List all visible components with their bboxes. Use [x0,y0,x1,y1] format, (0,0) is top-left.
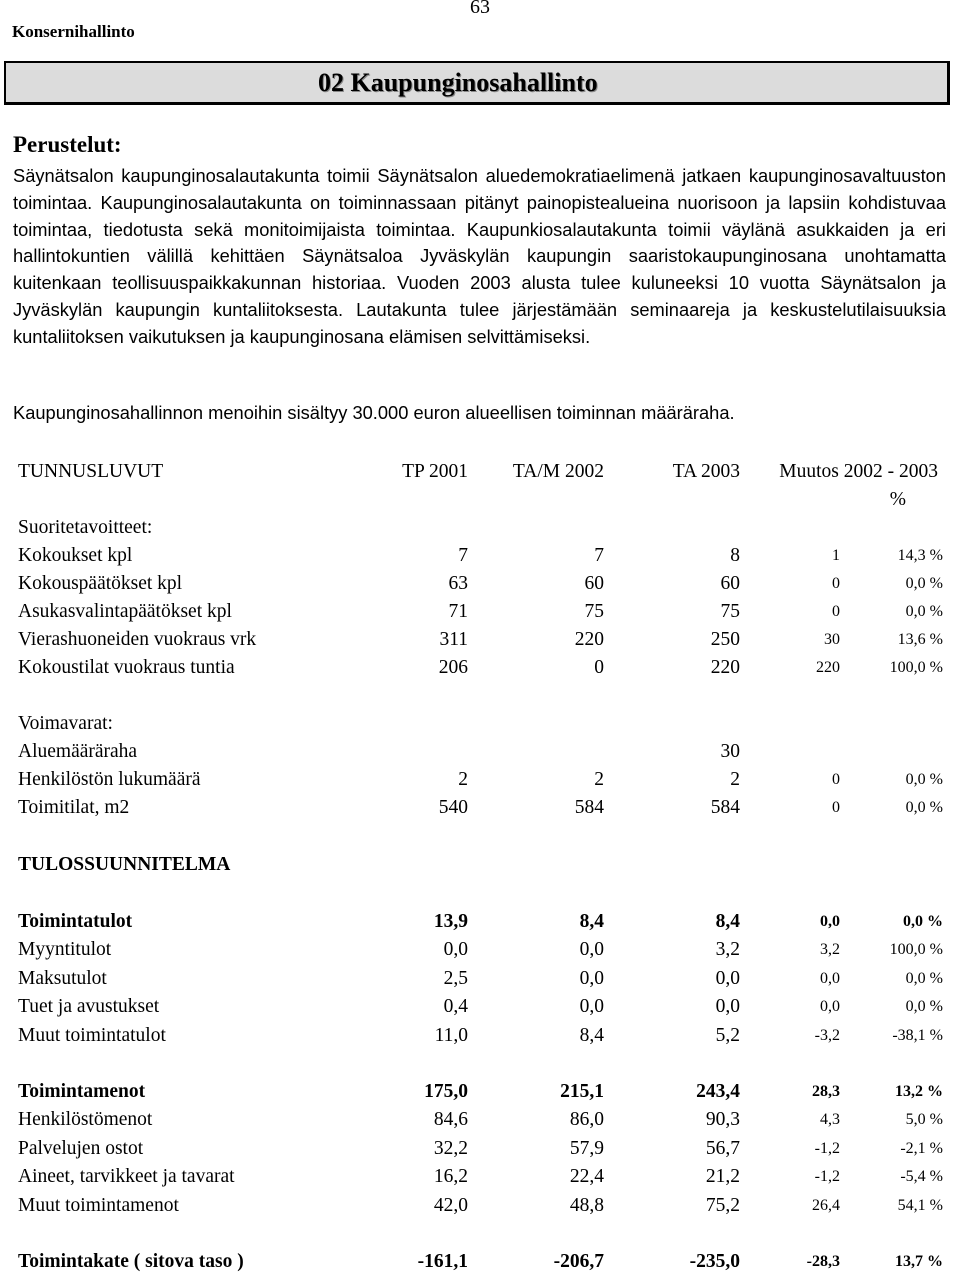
chapter-banner [4,61,950,105]
budget-note: Kaupunginosahallinnon menoihin sisältyy 30.000 euron alueellisen toiminnan määräraha. [13,402,735,423]
cell-change-percent: 14,3 % [897,547,943,564]
cell-change: 4,3 [820,1111,840,1128]
perustelut-heading: Perustelut: [13,132,122,157]
cell-tam2002: 48,8 [569,1194,604,1216]
cell-change-percent: 0,0 % [905,771,943,788]
cell-change: 28,3 [812,1083,840,1100]
cell-tp2001: 206 [438,657,468,678]
cell-tp2001: 311 [439,629,468,650]
cell-tp2001: 84,6 [433,1109,468,1130]
cell-change-percent: 100,0 % [889,659,943,676]
cell-change-percent: 0,0 % [905,998,943,1015]
cell-ta2003: 0,0 [715,996,740,1017]
row-label: Maksutulot [18,967,107,989]
cell-tam2002: 8,4 [579,1024,604,1046]
cell-tam2002: 86,0 [569,1109,604,1130]
cell-ta2003: 220 [710,657,740,678]
perustelut-paragraph: Säynätsalon kaupunginosalautakunta toimii Säynätsalon aluedemokratiaelimenä jatkaen kaupunginosavaltuuston toimintaa. Kaupunginosalautakunta on toiminnassaan pitänyt painopistealueina nuorisoon ja lapsiin kohdistuvaa toimintaa, tiedotusta sekä monitoimijaista toimintaa. Kaupunkiosalautakunta toimii väylänä asukkaiden ja eri hallintokuntien välillä kehittäen Säynätsaloa Jyväskylän kaupungin saaristokaupunginosana unohtamatta kuitenkaan teollisuuspaikkakunnan historiaa. Vuoden 2003 alusta tulee kuluneeksi 10 vuotta Säynätsalon ja Jyväskylän kaupungin kuntaliitoksesta. Lautakunta tulee järjestämään seminaareja ja keskustelutilaisuuksia kuntaliitoksen vaikutuksen ja kaupunginosana elämisen selvittämiseksi. [13,165,946,347]
cell-tp2001: 2 [458,769,468,790]
cell-change: -28,3 [806,1253,840,1270]
row-label: Muut toimintamenot [18,1194,179,1216]
cell-tp2001: 32,2 [433,1137,468,1159]
cell-tam2002: 57,9 [569,1137,604,1159]
cell-change-percent: 13,7 % [895,1253,943,1270]
cell-ta2003: 5,2 [715,1024,740,1046]
cell-ta2003: 8,4 [715,911,740,932]
cell-tp2001: 2,5 [443,967,468,989]
cell-change-percent: 13,6 % [897,631,943,648]
row-label: Toimitilat, m2 [18,797,130,818]
cell-tam2002: 8,4 [579,911,604,932]
row-label: Toimintatulot [18,911,133,932]
row-label: Henkilöstömenot [18,1109,153,1130]
cell-tp2001: 540 [438,797,468,818]
cell-change: 0 [832,575,840,592]
cell-change-percent: 0,0 % [905,603,943,620]
cell-tam2002: 7 [594,545,604,566]
row-label: Kokoustilat vuokraus tuntia [18,657,235,678]
cell-tp2001: 7 [458,545,468,566]
cell-change-percent: 0,0 % [905,969,943,987]
row-label: Toimintamenot [18,1081,146,1102]
cell-tam2002: 60 [584,573,604,594]
row-label: Aineet, tarvikkeet ja tavarat [18,1166,235,1187]
chapter-title: 02 Kaupunginosahallinto [318,68,598,97]
tulossuunnitelma-heading: TULOSSUUNNITELMA [18,854,231,875]
page-number: 63 [470,0,490,18]
cell-change-percent: 13,2 % [895,1083,943,1100]
cell-ta2003: 0,0 [715,967,740,989]
cell-tp2001: -161,1 [417,1251,468,1272]
cell-tam2002: 220 [574,629,604,650]
cell-change: 0,0 [820,913,840,930]
cell-ta2003: 75 [720,601,740,622]
cell-change: 0 [832,799,840,816]
cell-change: 26,4 [812,1196,840,1214]
cell-ta2003: -235,0 [689,1251,740,1272]
col-header-label: TUNNUSLUVUT [18,461,164,482]
cell-change: -1,2 [814,1168,840,1185]
cell-ta2003: 56,7 [705,1137,740,1159]
cell-change: -3,2 [814,1026,840,1044]
row-label: Asukasvalintapäätökset kpl [18,601,232,622]
row-label: Kokouspäätökset kpl [18,573,183,594]
col-header-muutos: Muutos 2002 - 2003 [779,461,938,482]
cell-change: 220 [816,659,840,676]
cell-tam2002: 75 [584,601,604,622]
suoritetavoitteet-heading: Suoritetavoitteet: [18,517,153,538]
cell-tp2001: 63 [448,573,468,594]
row-label: Tuet ja avustukset [18,996,160,1017]
cell-tp2001: 11,0 [434,1024,468,1046]
cell-change: -1,2 [814,1139,840,1157]
col-header-ta2003: TA 2003 [672,461,740,482]
cell-ta2003: 3,2 [715,939,740,960]
row-label: Palvelujen ostot [18,1137,144,1159]
row-label: Henkilöstön lukumäärä [18,769,201,790]
row-label: Vierashuoneiden vuokraus vrk [18,629,257,650]
col-header-tp2001: TP 2001 [402,461,468,482]
cell-tam2002: 0,0 [579,996,604,1017]
cell-ta2003: 243,4 [696,1081,740,1102]
cell-change-percent: 0,0 % [905,799,943,816]
cell-ta2003: 60 [720,573,740,594]
cell-ta2003: 30 [720,741,740,762]
cell-tam2002: 0,0 [579,939,604,960]
cell-change-percent: 100,0 % [889,941,943,958]
cell-tp2001: 71 [448,601,468,622]
section-label: Konsernihallinto [12,22,135,41]
cell-ta2003: 90,3 [705,1109,740,1130]
cell-change: 0 [832,603,840,620]
cell-tp2001: 13,9 [433,911,468,932]
row-label: Kokoukset kpl [18,545,133,566]
cell-change: 0,0 [820,969,840,987]
cell-change-percent: 5,0 % [905,1111,943,1128]
cell-tp2001: 16,2 [433,1166,468,1187]
row-label: Toimintakate ( sitova taso ) [18,1251,244,1272]
cell-ta2003: 250 [710,629,740,650]
cell-change-percent: -5,4 % [900,1168,943,1185]
row-label: Muut toimintatulot [18,1024,166,1046]
cell-change: 0,0 [820,998,840,1015]
cell-tam2002: 2 [594,769,604,790]
cell-tam2002: 0 [594,657,604,678]
cell-change-percent: -2,1 % [900,1139,943,1157]
row-label: Aluemääräraha [18,741,138,762]
row-label: Myyntitulot [18,939,112,960]
cell-change-percent: 54,1 % [897,1196,943,1214]
cell-tam2002: 0,0 [579,967,604,989]
cell-change: 0 [832,771,840,788]
cell-ta2003: 21,2 [705,1166,740,1187]
cell-tp2001: 175,0 [424,1081,468,1102]
cell-change: 1 [832,547,840,564]
cell-ta2003: 584 [710,797,740,818]
cell-tam2002: 215,1 [560,1081,604,1102]
cell-change-percent: -38,1 % [892,1026,943,1044]
cell-tam2002: 584 [574,797,604,818]
cell-tam2002: -206,7 [553,1251,604,1272]
col-header-percent: % [889,489,906,510]
cell-ta2003: 2 [730,769,740,790]
cell-tp2001: 0,4 [443,996,468,1017]
cell-change: 3,2 [820,941,840,958]
cell-change-percent: 0,0 % [905,575,943,592]
cell-tp2001: 0,0 [443,939,468,960]
cell-ta2003: 8 [730,545,740,566]
cell-tam2002: 22,4 [569,1166,604,1187]
cell-tp2001: 42,0 [433,1194,468,1216]
cell-change: 30 [824,631,840,648]
cell-change-percent: 0,0 % [903,913,943,930]
cell-ta2003: 75,2 [705,1194,740,1216]
voimavarat-heading: Voimavarat: [18,713,113,734]
col-header-tam2002: TA/M 2002 [512,461,604,482]
